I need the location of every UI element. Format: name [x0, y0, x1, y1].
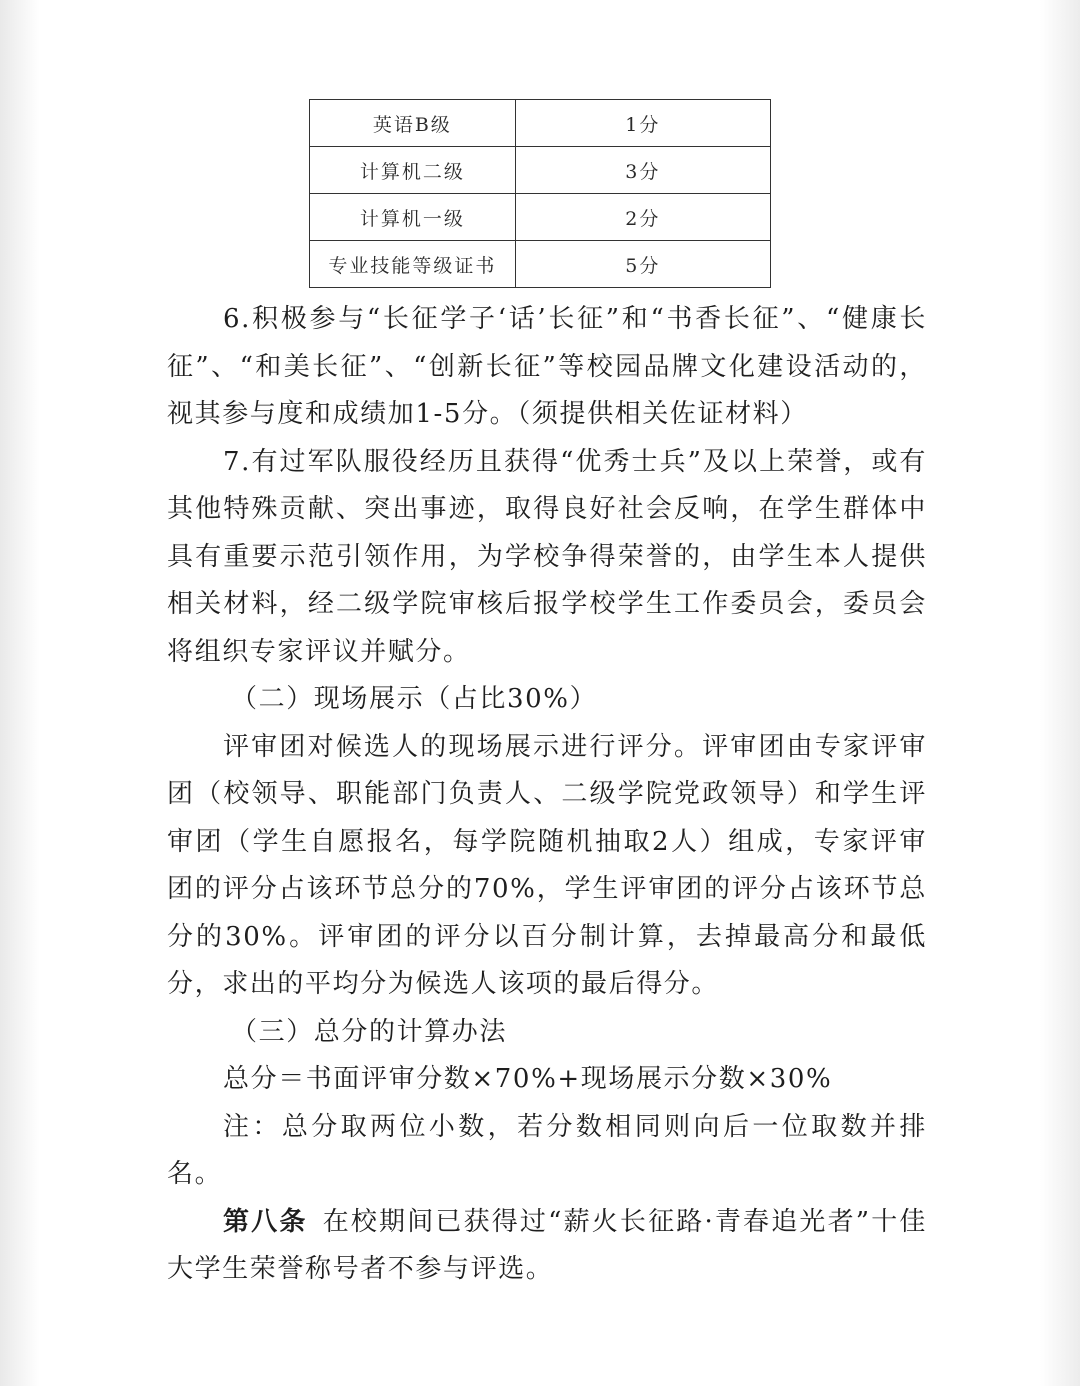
- table-row: [310, 100, 771, 147]
- section-2-heading: （二）现场展示（占比30%）: [231, 684, 598, 714]
- table-cell-item: 计算机一级: [310, 194, 516, 241]
- formula-line: 总分＝书面评审分数×70%+现场展示分数×30%: [223, 1064, 833, 1094]
- item-6-paragraph: 6.积极参与“长征学子‘话’长征”和“书香长征”、“健康长征”、“和美长征”、“创新长征”等校园品牌文化建设活动的，视其参与度和成绩加1-5分。（须提供相关佐证材料）: [167, 304, 927, 429]
- table-cell-score: 2分: [515, 194, 770, 241]
- article-8-text: 在校期间已获得过“薪火长征路·青春追光者”十佳大学生荣誉称号者不参与评选。: [167, 1206, 927, 1284]
- article-8-paragraph: [167, 1199, 927, 1294]
- table-row: [310, 147, 771, 194]
- score-table: [309, 99, 771, 288]
- article-8-label: 第八条: [223, 1206, 308, 1237]
- table-cell-item: 英语B级: [310, 100, 516, 147]
- table-cell-score: 5分: [515, 241, 770, 288]
- item-7-paragraph: 7.有过军队服役经历且获得“优秀士兵”及以上荣誉，或有其他特殊贡献、突出事迹，取得良好社会反响，在学生群体中具有重要示范引领作用，为学校争得荣誉的，由学生本人提供相关材料，经二级学院审核后报学校学生工作委员会，委员会将组织专家评议并赋分。: [167, 446, 927, 667]
- section-3-heading: （三）总分的计算办法: [231, 1016, 508, 1047]
- body-text: [167, 296, 927, 1294]
- table-cell-item: 计算机二级: [310, 147, 516, 194]
- table-row: [310, 194, 771, 241]
- table-cell-score: 3分: [515, 147, 770, 194]
- note-paragraph: 注：总分取两位小数，若分数相同则向后一位取数并排名。: [167, 1111, 927, 1189]
- section-2-paragraph: 评审团对候选人的现场展示进行评分。评审团由专家评审团（校领导、职能部门负责人、二级学院党政领导）和学生评审团（学生自愿报名，每学院随机抽取2人）组成，专家评审团的评分占该环节总分的70%，学生评审团的评分占该环节总分的30%。评审团的评分以百分制计算，去掉最高分和最低分，求出的平均分为候选人该项的最后得分。: [167, 731, 927, 999]
- table-cell-item: 专业技能等级证书: [310, 241, 516, 288]
- table-cell-score: 1分: [515, 100, 770, 147]
- table-row: [310, 241, 771, 288]
